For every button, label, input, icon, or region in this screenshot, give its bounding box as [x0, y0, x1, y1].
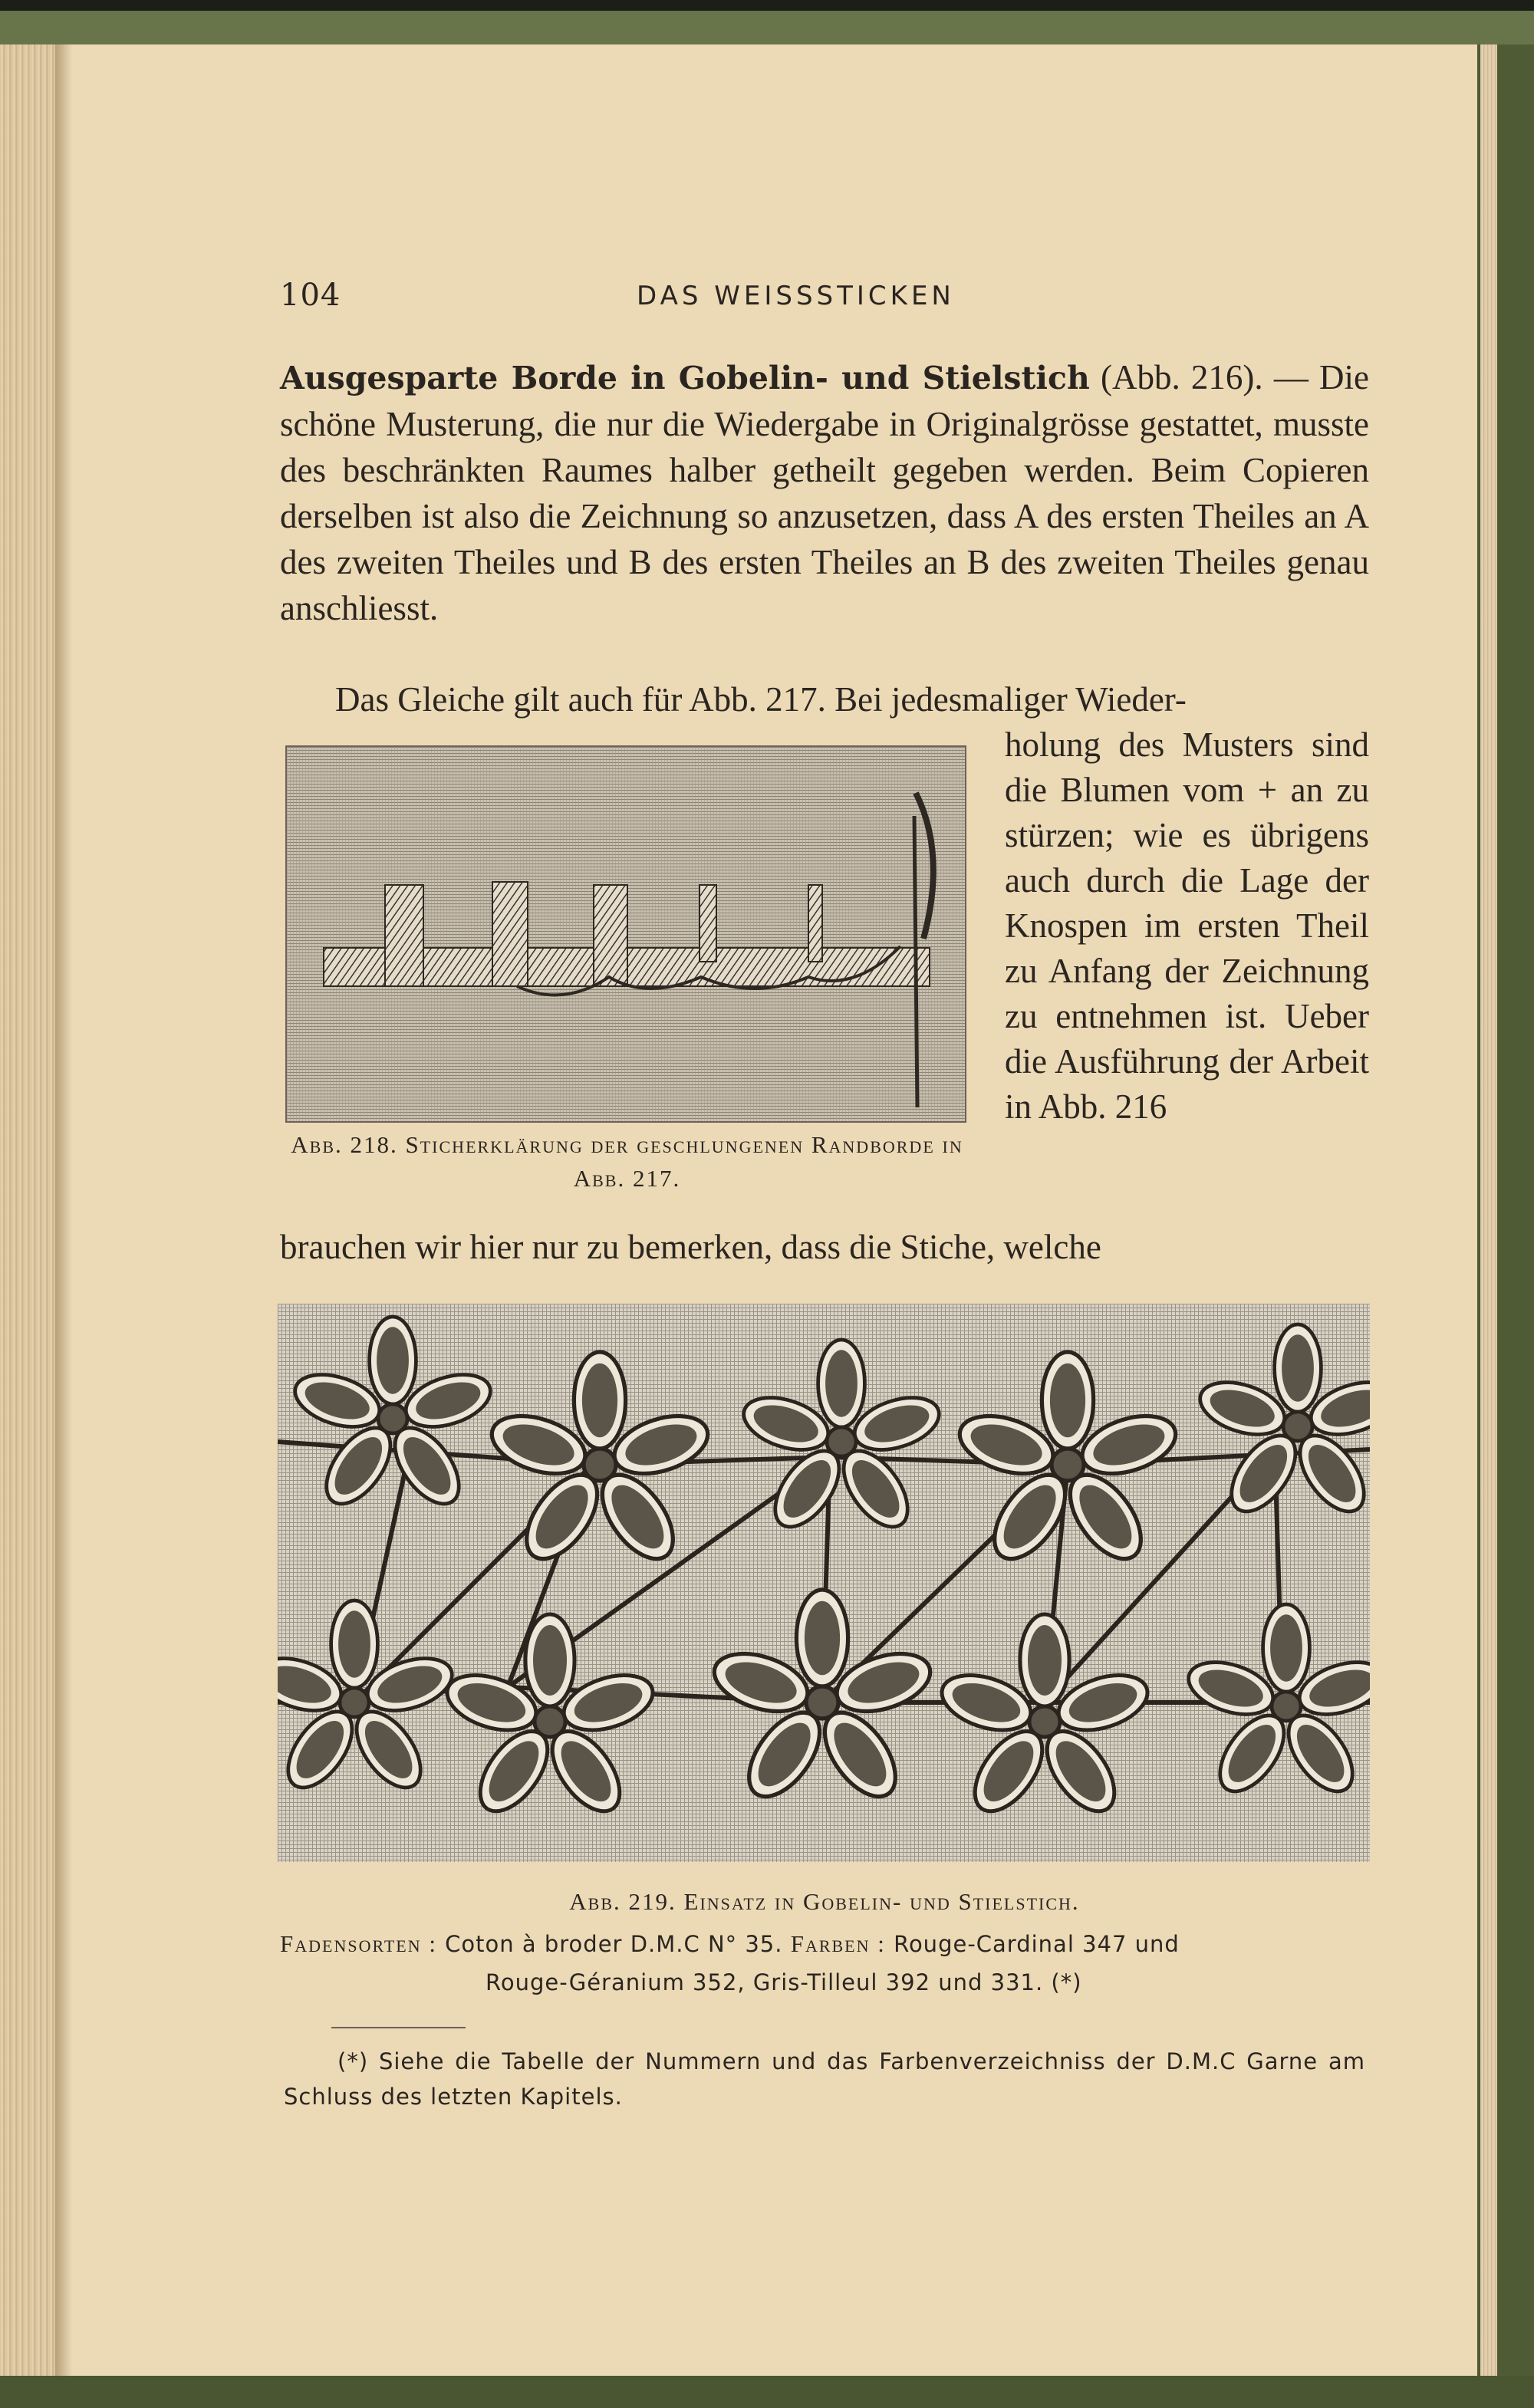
gutter-shadow	[55, 44, 72, 2376]
footnote: (*) Siehe die Tabelle der Nummern und das Farbenverzeichniss der D.M.C Garne am Schluss des letzten Kapitels.	[284, 2048, 1365, 2110]
figure-218-illustration	[285, 745, 966, 1123]
running-title: DAS WEISSSTICKEN	[637, 281, 955, 311]
paragraph-2-first-line: Das Gleiche gilt auch für Abb. 217. Bei jedesmaliger Wieder-	[335, 680, 1187, 719]
footnote-rule	[331, 2027, 466, 2028]
right-page-stack	[1480, 44, 1497, 2376]
colors-label: Farben :	[790, 1930, 886, 1957]
colors-value-2: Rouge-Géranium 352, Gris-Tilleul 392 und 331. (*)	[486, 1969, 1082, 1995]
figure-219-thread-details	[280, 1925, 1369, 2002]
book-bottom-edge	[0, 2376, 1534, 2408]
page-number: 104	[280, 278, 341, 313]
paragraph-2-last-line: brauchen wir hier nur zu bemerken, dass die Stiche, welche	[280, 1228, 1101, 1266]
paragraph-2-wrapped-column: holung des Musters sind die Blumen vom + an zu stürzen; wie es übrigens auch durch die Lage der Knospen im ersten Theil zu Anfang der Zeichnung zu entnehmen ist. Ueber die Ausführung der Arbeit in Abb. 216	[1005, 725, 1369, 1126]
book-top-edge	[0, 0, 1534, 11]
paragraph-1-text: (Abb. 216). — Die schöne Musterung, die nur die Wiedergabe in Originalgrösse gestattet, musste des beschränkten Raumes halber getheilt gegeben werden. Beim Copieren derselben ist also die Zeichnung so anzusetzen, dass A des ersten Theiles an A des zweiten Theiles und B des ersten Theiles an B des zweiten Theiles genau anschliesst.	[280, 358, 1369, 627]
figure-219-caption: Abb. 219. Einsatz in Gobelin- und Stielstich.	[569, 1888, 1080, 1915]
colors-value-1: Rouge-Cardinal 347 und	[894, 1931, 1180, 1957]
book-cover-edge	[0, 11, 1534, 48]
paragraph-1	[280, 354, 1369, 631]
figure-219-illustration	[278, 1304, 1370, 1862]
threads-value: Coton à broder D.M.C N° 35.	[445, 1931, 783, 1957]
paragraph-heading: Ausgesparte Borde in Gobelin- und Stielstich	[280, 360, 1090, 396]
figure-218-caption: Abb. 218. Sticherklärung der geschlungenen Randborde in Abb. 217.	[291, 1131, 963, 1192]
threads-label: Fadensorten :	[280, 1930, 437, 1957]
left-page-stack	[0, 44, 60, 2376]
